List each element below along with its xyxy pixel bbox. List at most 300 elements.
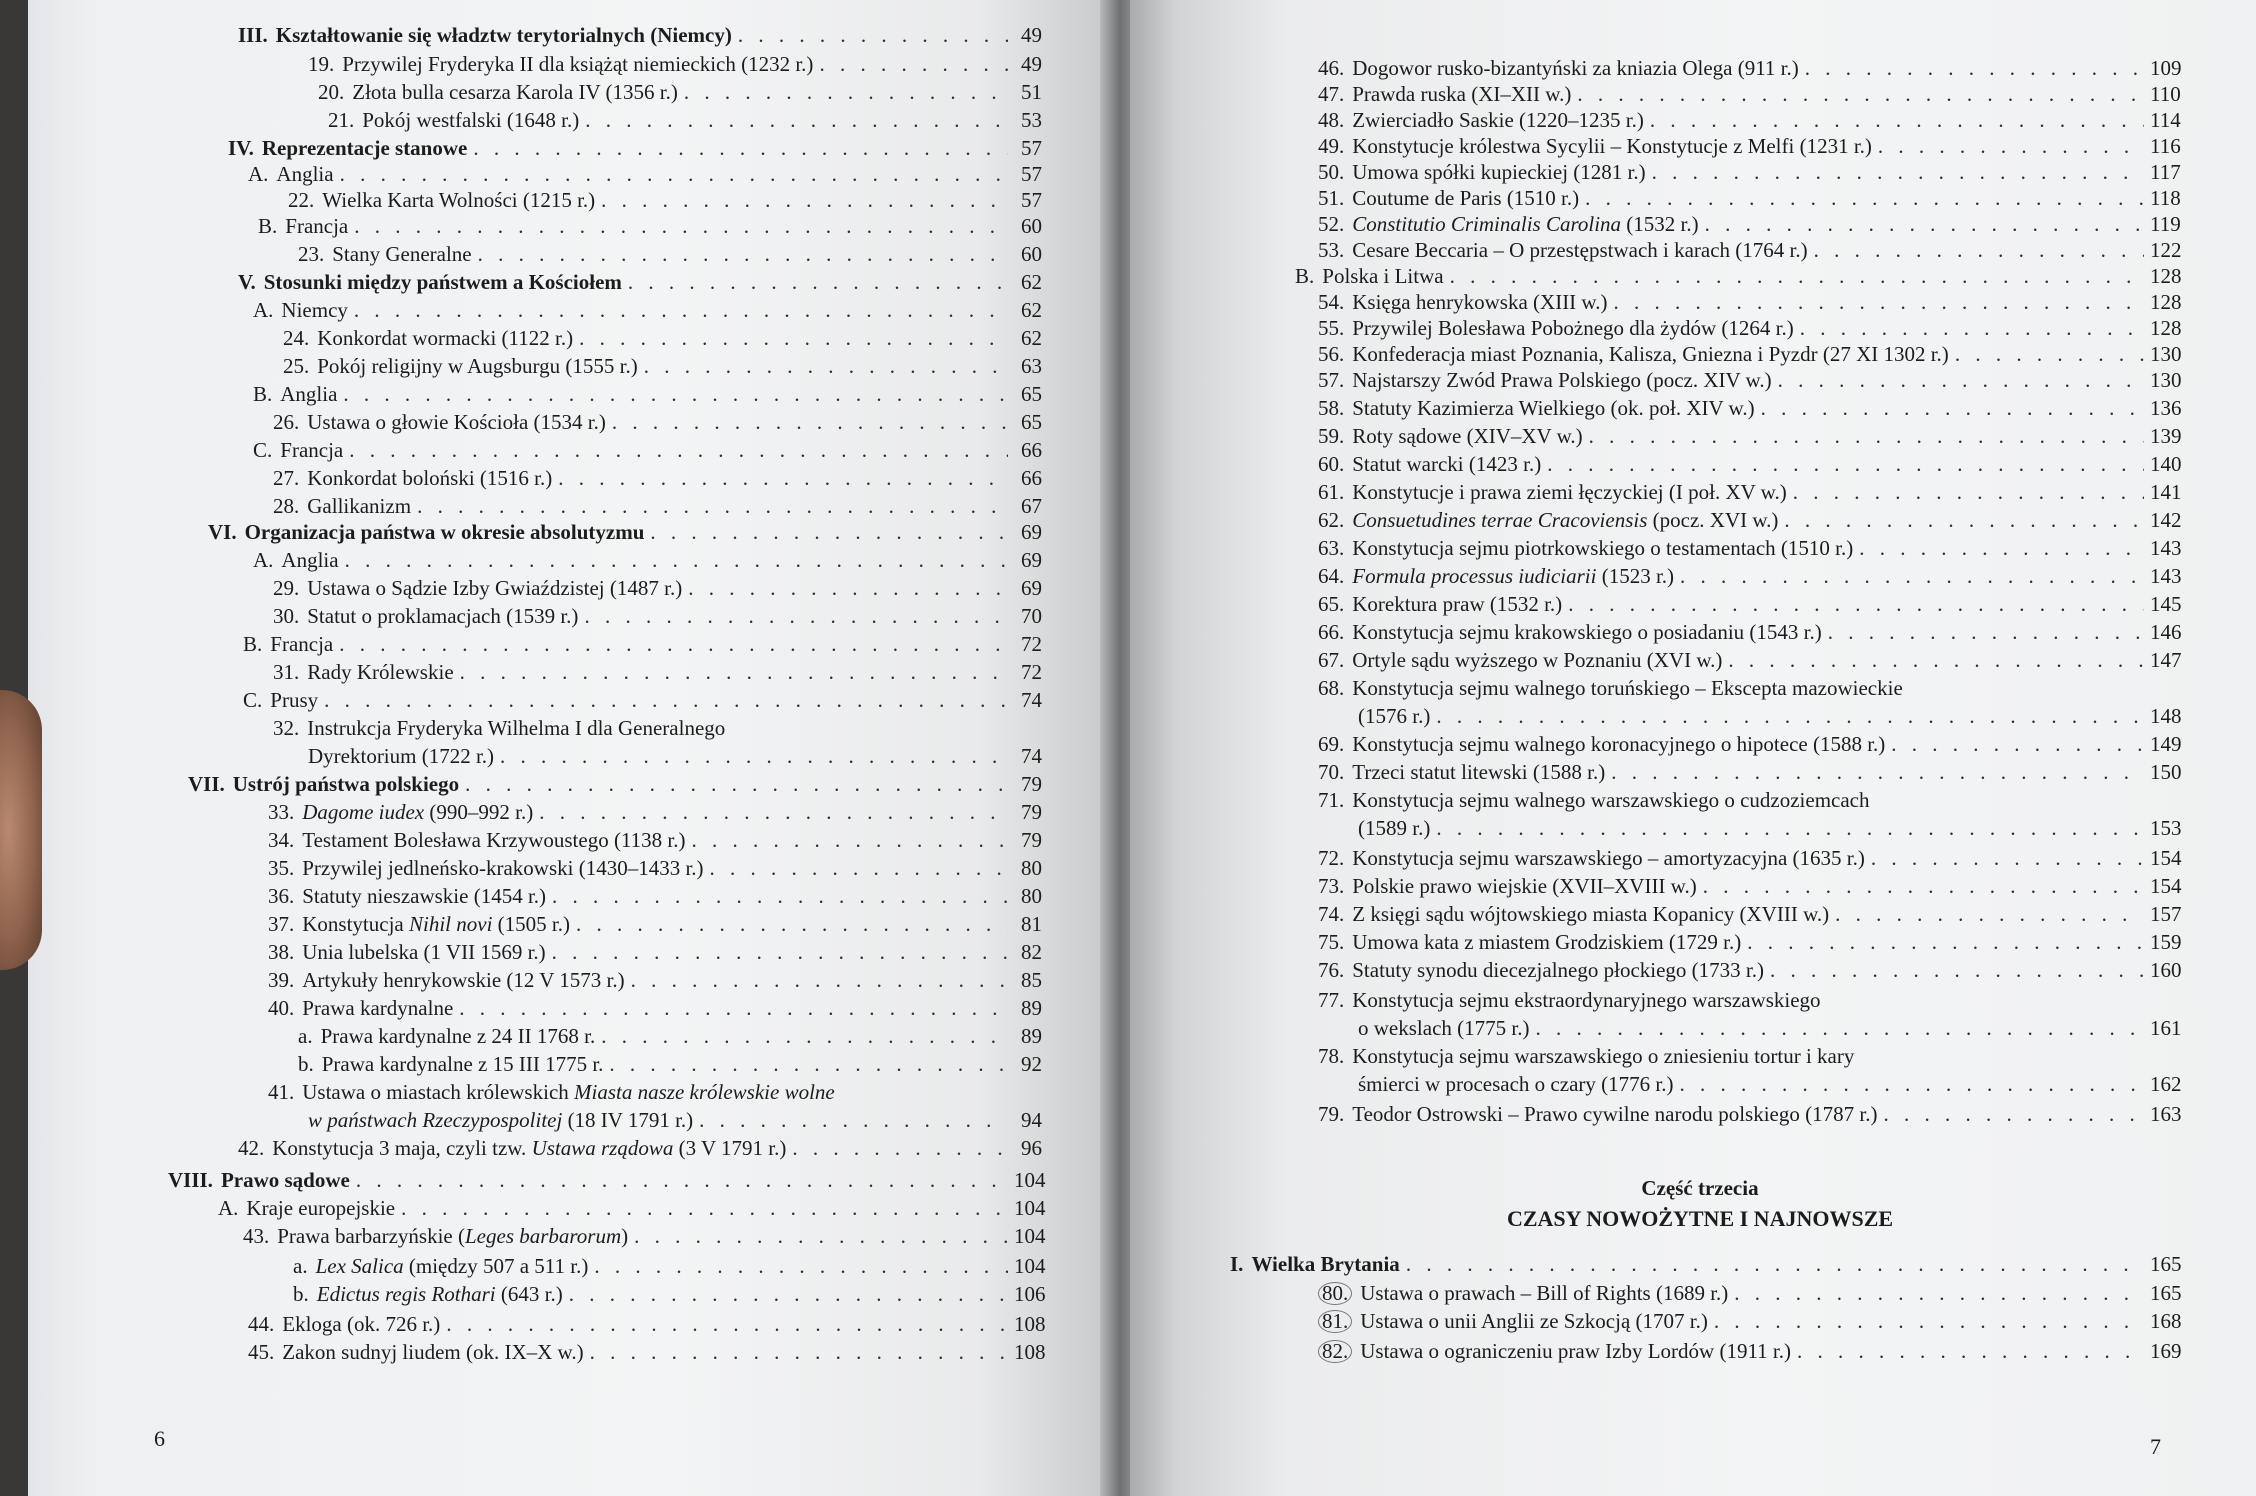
toc-entry <box>268 998 1042 1019</box>
toc-entry-page: 69 <box>1021 520 1042 544</box>
toc-entry-title: w państwach Rzeczypospolitej <box>308 1108 563 1132</box>
toc-entry-page: 169 <box>2150 1339 2182 1363</box>
toc-entry-page: 110 <box>2150 82 2181 106</box>
toc-entry <box>1318 536 2182 560</box>
toc-entry-title: Prawda ruska (XI–XII w.) <box>1352 82 1572 106</box>
dot-leader <box>460 662 1008 683</box>
toc-entry-number: 22. <box>288 188 315 212</box>
toc-entry-number: 53. <box>1318 238 1345 262</box>
toc-entry-title: Przywilej Bolesława Pobożnego dla żydów (1264 r.) <box>1352 316 1794 340</box>
toc-entry-page: 143 <box>2150 536 2182 560</box>
toc-entry-title: Umowa spółki kupieckiej (1281 r.) <box>1352 160 1646 184</box>
toc-entry <box>1318 958 2182 982</box>
toc-entry-number: 70. <box>1318 760 1345 784</box>
toc-entry-number: 27. <box>273 466 300 490</box>
dot-leader <box>819 54 1008 75</box>
toc-entry-page: 159 <box>2150 930 2182 954</box>
toc-entry-title: Niemcy <box>281 298 348 322</box>
dot-leader <box>1883 1104 2144 1125</box>
dot-leader <box>1705 214 2144 235</box>
toc-entry-page: 108 <box>1014 1312 1046 1336</box>
toc-entry-title: Konstytucje i prawa ziemi łęczyckiej (I poł. XV w.) <box>1352 480 1787 504</box>
dot-leader <box>1406 1254 2144 1275</box>
toc-entry <box>1318 678 1903 699</box>
dot-leader <box>473 138 1008 159</box>
toc-entry-page: 163 <box>2150 1102 2182 1126</box>
toc-entry-title: Statut warcki (1423 r.) <box>1352 452 1542 476</box>
toc-entry-page: 79 <box>1021 828 1042 852</box>
toc-entry-number: 47. <box>1318 82 1345 106</box>
dot-leader <box>644 356 1008 377</box>
dot-leader <box>539 802 1008 823</box>
toc-entry <box>293 1254 1046 1278</box>
toc-entry-number: 62. <box>1318 508 1345 532</box>
toc-entry-number: 46. <box>1318 56 1345 80</box>
toc-entry <box>248 164 1042 185</box>
dot-leader <box>340 164 1008 185</box>
toc-entry <box>253 384 1042 405</box>
toc-entry-title: Formula processus iudiciarii <box>1352 564 1597 588</box>
dot-leader <box>1878 136 2144 157</box>
toc-entry-number: B. <box>253 382 273 406</box>
toc-entry-page: 139 <box>2150 424 2182 448</box>
toc-entry <box>1318 564 2182 588</box>
toc-entry-page: 104 <box>1014 1224 1046 1248</box>
toc-entry <box>268 830 1042 851</box>
toc-entry-page: 60 <box>1021 242 1042 266</box>
toc-entry-number: 66. <box>1318 620 1345 644</box>
toc-entry-number: 73. <box>1318 874 1345 898</box>
toc-entry <box>1318 342 2182 366</box>
toc-entry-number: 71. <box>1318 788 1345 812</box>
toc-entry-title: Testament Bolesława Krzywoustego (1138 r.) <box>302 828 686 852</box>
toc-entry-page: 80 <box>1021 884 1042 908</box>
toc-entry-title: Konstytucja 3 maja, czyli tzw. <box>272 1136 532 1160</box>
dot-leader <box>1650 110 2144 131</box>
toc-entry <box>228 138 1042 159</box>
toc-entry-page: 165 <box>2150 1281 2182 1305</box>
toc-entry <box>268 914 1042 935</box>
toc-entry-page: 66 <box>1021 438 1042 462</box>
toc-entry <box>208 522 1042 543</box>
toc-entry-number: 38. <box>268 940 295 964</box>
dot-leader <box>792 1138 1008 1159</box>
dot-leader <box>465 774 1008 795</box>
toc-entry <box>1230 1252 2182 1276</box>
toc-entry-number: 63. <box>1318 536 1345 560</box>
toc-entry-number: b. <box>298 1052 314 1076</box>
toc-entry-number: 37. <box>268 912 295 936</box>
toc-entry-title: Dogowor rusko-bizantyński za kniazia Olega (911 r.) <box>1352 56 1799 80</box>
dot-leader <box>688 578 1008 599</box>
toc-entry <box>308 54 1042 75</box>
toc-entry-number: 82. <box>1318 1340 1352 1363</box>
toc-entry-title: Prawa barbarzyńskie ( <box>277 1224 465 1248</box>
toc-entry <box>273 412 1042 433</box>
toc-entry-number: 58. <box>1318 396 1345 420</box>
toc-entry-title: Przywilej Fryderyka II dla książąt niemieckich (1232 r.) <box>342 52 814 76</box>
toc-entry-page: 154 <box>2150 874 2182 898</box>
toc-entry-page: 89 <box>1021 996 1042 1020</box>
dot-leader <box>1679 1074 2144 1095</box>
page-number-left: 6 <box>154 1426 165 1451</box>
toc-entry-title: Ortyle sądu wyższego w Poznaniu (XVI w.) <box>1352 648 1723 672</box>
toc-entry-number: B. <box>1295 264 1315 288</box>
toc-entry-number: 35. <box>268 856 295 880</box>
toc-entry-page: 142 <box>2150 508 2182 532</box>
toc-entry-title: Pokój religijny w Augsburgu (1555 r.) <box>317 354 638 378</box>
toc-entry <box>298 1026 1042 1047</box>
toc-entry-title: Ekloga (ok. 726 r.) <box>282 1312 441 1336</box>
toc-entry-title: Kraje europejskie <box>246 1196 396 1220</box>
toc-entry-number: 25. <box>283 354 310 378</box>
toc-entry <box>1358 1016 2182 1040</box>
dot-leader <box>1805 58 2144 79</box>
dot-leader <box>478 244 1008 265</box>
dot-leader <box>356 1170 1008 1191</box>
toc-entry <box>273 496 1042 517</box>
toc-entry <box>258 216 1042 237</box>
toc-entry-page: 140 <box>2150 452 2182 476</box>
toc-entry <box>1318 290 2182 314</box>
dot-leader <box>1784 510 2144 531</box>
toc-entry-title: Cesare Beccaria – O przestępstwach i karach (1764 r.) <box>1352 238 1808 262</box>
toc-entry-title: Statuty nieszawskie (1454 r.) <box>302 884 547 908</box>
toc-entry-title: Konstytucja sejmu piotrkowskiego o testamentach (1510 r.) <box>1352 536 1854 560</box>
toc-entry-title: Z księgi sądu wójtowskiego miasta Kopanicy (XVIII w.) <box>1352 902 1830 926</box>
toc-entry-number: B. <box>258 214 278 238</box>
dot-leader <box>692 830 1009 851</box>
toc-entry-number: 72. <box>1318 846 1345 870</box>
toc-entry-page: 149 <box>2150 732 2182 756</box>
toc-entry-title: Lex Salica <box>315 1254 404 1278</box>
toc-entry <box>1318 452 2182 476</box>
toc-entry-title: śmierci w procesach o czary (1776 r.) <box>1358 1072 1674 1096</box>
dot-leader <box>324 690 1008 711</box>
toc-entry-title: (3 V 1791 r.) <box>673 1136 787 1160</box>
toc-entry <box>1318 212 2181 236</box>
toc-entry-page: 92 <box>1021 1052 1042 1076</box>
toc-entry-number: III. <box>238 23 268 47</box>
toc-entry-page: 85 <box>1021 968 1042 992</box>
toc-entry-number: 30. <box>273 604 300 628</box>
toc-entry-number: 65. <box>1318 592 1345 616</box>
toc-entry <box>248 1340 1046 1364</box>
toc-entry-title: Umowa kata z miastem Grodziskiem (1729 r.) <box>1352 930 1742 954</box>
dot-leader <box>354 216 1008 237</box>
toc-entry-title: Miasta nasze królewskie wolne <box>574 1080 835 1104</box>
toc-entry-page: 49 <box>1021 23 1042 47</box>
toc-entry-title: Konfederacja miast Poznania, Kalisza, Gniezna i Pyzdr (27 XI 1302 r.) <box>1352 342 1949 366</box>
toc-entry-title: ) <box>621 1224 629 1248</box>
toc-entry-page: 81 <box>1021 912 1042 936</box>
toc-entry-number: 40. <box>268 996 295 1020</box>
toc-entry <box>1318 186 2181 210</box>
toc-entry-page: 49 <box>1021 52 1042 76</box>
toc-entry-title: Prawa kardynalne z 24 II 1768 r. <box>320 1024 596 1048</box>
toc-entry <box>1358 704 2182 728</box>
toc-entry-page: 62 <box>1021 326 1042 350</box>
toc-entry-page: 65 <box>1021 382 1042 406</box>
toc-entry-number: IV. <box>228 136 254 160</box>
toc-entry-number: B. <box>243 632 263 656</box>
toc-entry <box>273 578 1042 599</box>
toc-entry <box>253 440 1042 461</box>
toc-entry-page: 150 <box>2150 760 2182 784</box>
toc-entry-number: 32. <box>273 716 300 740</box>
dot-leader <box>1835 904 2144 925</box>
toc-entry <box>283 356 1042 377</box>
toc-entry-title: Złota bulla cesarza Karola IV (1356 r.) <box>352 80 678 104</box>
toc-entry-title: Ustawa o miastach królewskich <box>302 1080 575 1104</box>
toc-entry-title: Konstytucja <box>302 912 409 936</box>
toc-entry-page: 117 <box>2150 160 2181 184</box>
toc-entry-title: Gallikanizm <box>307 494 412 518</box>
dot-leader <box>1568 594 2144 615</box>
dot-leader <box>634 1226 1008 1247</box>
dot-leader <box>417 496 1008 517</box>
toc-entry-page: 79 <box>1021 772 1042 796</box>
dot-leader <box>1814 240 2144 261</box>
toc-entry-title: o wekslach (1775 r.) <box>1358 1016 1530 1040</box>
toc-entry-page: 118 <box>2150 186 2181 210</box>
toc-entry-page: 53 <box>1021 108 1042 132</box>
toc-entry-page: 69 <box>1021 576 1042 600</box>
toc-entry <box>1318 108 2181 132</box>
toc-entry-number: a. <box>298 1024 313 1048</box>
toc-entry <box>1318 1046 1854 1067</box>
toc-entry <box>1318 238 2182 262</box>
toc-entry-number: 42. <box>238 1136 265 1160</box>
toc-entry-number: 68. <box>1318 676 1345 700</box>
toc-entry-number: 79. <box>1318 1102 1345 1126</box>
dot-leader <box>1547 454 2144 475</box>
toc-entry-title: Konstytucja sejmu walnego koronacyjnego o hipotece (1588 r.) <box>1352 732 1886 756</box>
dot-leader <box>1613 292 2144 313</box>
toc-entry-title: Najstarszy Zwód Prawa Polskiego (pocz. XIV w.) <box>1352 368 1772 392</box>
toc-entry-page: 147 <box>2150 648 2182 672</box>
toc-entry <box>308 1110 1042 1131</box>
toc-entry <box>293 1282 1046 1306</box>
toc-entry-page: 143 <box>2150 564 2182 588</box>
toc-entry <box>1318 1102 2182 1126</box>
toc-entry <box>1358 1072 2182 1096</box>
toc-entry-number: 76. <box>1318 958 1345 982</box>
toc-entry-number: 26. <box>273 410 300 434</box>
toc-entry-title: Ustawa o prawach – Bill of Rights (1689 r.) <box>1360 1281 1729 1305</box>
toc-entry-title: Statuty Kazimierza Wielkiego (ok. poł. XIV w.) <box>1352 396 1755 420</box>
toc-entry-title: Konstytucja sejmu ekstraordynaryjnego warszawskiego <box>1352 988 1821 1012</box>
toc-entry <box>1318 1281 2182 1305</box>
toc-entry-number: VI. <box>208 520 237 544</box>
toc-entry-title: (między 507 a 511 r.) <box>403 1254 589 1278</box>
toc-entry-page: 168 <box>2150 1309 2182 1333</box>
toc-entry-title: Ustawa o unii Anglii ze Szkocją (1707 r.) <box>1360 1309 1708 1333</box>
toc-entry <box>1318 1339 2182 1363</box>
toc-entry-title: Trzeci statut litewski (1588 r.) <box>1352 760 1606 784</box>
dot-leader <box>569 1284 1008 1305</box>
toc-entry-page: 74 <box>1021 744 1042 768</box>
toc-entry <box>1318 874 2182 898</box>
toc-entry-page: 122 <box>2150 238 2182 262</box>
toc-entry-number: C. <box>253 438 273 462</box>
toc-entry-title: Rady Królewskie <box>307 660 454 684</box>
toc-entry-number: 36. <box>268 884 295 908</box>
toc-entry-title: Ustawa o Sądzie Izby Gwiaździstej (1487 r.) <box>307 576 683 600</box>
toc-entry-number: 29. <box>273 576 300 600</box>
toc-entry-title: (643 r.) <box>495 1282 563 1306</box>
toc-entry-number: 31. <box>273 660 300 684</box>
toc-entry <box>1318 160 2181 184</box>
toc-entry-title: Konstytucja sejmu krakowskiego o posiadaniu (1543 r.) <box>1352 620 1822 644</box>
toc-entry-number: 48. <box>1318 108 1345 132</box>
toc-entry-number: V. <box>238 270 256 294</box>
toc-entry <box>218 1196 1046 1220</box>
toc-entry-number: 77. <box>1318 988 1345 1012</box>
toc-entry-title: (990–992 r.) <box>424 800 534 824</box>
dot-leader <box>576 914 1008 935</box>
toc-entry-page: 69 <box>1021 548 1042 572</box>
toc-entry-number: 80. <box>1318 1282 1352 1305</box>
dot-leader <box>345 550 1008 571</box>
toc-entry-number: 78. <box>1318 1044 1345 1068</box>
right-page <box>1130 0 2256 1496</box>
toc-entry-number: 44. <box>248 1312 275 1336</box>
toc-entry <box>1318 902 2182 926</box>
toc-entry <box>1318 316 2182 340</box>
toc-entry-page: 57 <box>1021 136 1042 160</box>
toc-entry-number: C. <box>243 688 263 712</box>
toc-entry-page: 161 <box>2150 1016 2182 1040</box>
toc-entry <box>283 328 1042 349</box>
page-number-right: 7 <box>2150 1434 2161 1459</box>
toc-entry-page: 63 <box>1021 354 1042 378</box>
dot-leader <box>1450 266 2144 287</box>
dot-leader <box>459 998 1008 1019</box>
toc-entry <box>1318 368 2182 392</box>
toc-entry <box>188 774 1042 795</box>
toc-entry-number: 52. <box>1318 212 1345 236</box>
toc-entry <box>1318 790 1870 811</box>
toc-entry-title: Teodor Ostrowski – Prawo cywilne narodu polskiego (1787 r.) <box>1352 1102 1878 1126</box>
dot-leader <box>710 858 1008 879</box>
toc-entry-page: 128 <box>2150 264 2182 288</box>
toc-entry-title: Consuetudines terrae Cracoviensis <box>1352 508 1648 532</box>
toc-entry-title: Anglia <box>276 162 334 186</box>
toc-entry <box>1318 930 2182 954</box>
left-page <box>28 0 1108 1496</box>
dot-leader <box>594 1256 1008 1277</box>
toc-entry-number: 61. <box>1318 480 1345 504</box>
toc-entry-page: 148 <box>2150 704 2182 728</box>
toc-entry-number: 56. <box>1318 342 1345 366</box>
toc-entry-number: I. <box>1230 1252 1244 1276</box>
toc-entry-title: Nihil novi <box>408 912 493 936</box>
toc-entry-number: A. <box>253 548 274 572</box>
dot-leader <box>552 942 1008 963</box>
toc-entry <box>288 190 1042 211</box>
toc-entry <box>268 1082 835 1103</box>
toc-entry <box>1318 648 2182 672</box>
toc-entry-title: Reprezentacje stanowe <box>261 136 468 160</box>
toc-entry-number: 60. <box>1318 452 1345 476</box>
toc-entry-title: Francja <box>280 438 344 462</box>
toc-entry-page: 119 <box>2150 212 2181 236</box>
toc-entry-title: Zwierciadło Saskie (1220–1235 r.) <box>1352 108 1644 132</box>
part-subtitle: CZASY NOWOŻYTNE I NAJNOWSZE <box>1506 1206 1894 1231</box>
toc-entry-title: Konstytucja sejmu warszawskiego – amortyzacyjna (1635 r.) <box>1352 846 1865 870</box>
toc-entry <box>318 82 1042 103</box>
toc-entry-title: Konstytucje królestwa Sycylii – Konstytucje z Melfi (1231 r.) <box>1352 134 1872 158</box>
toc-entry-page: 136 <box>2150 396 2182 420</box>
toc-entry-title: Leges barbarorum <box>465 1224 622 1248</box>
part-title: Część trzecia <box>1641 1176 1759 1200</box>
toc-entry-title: Anglia <box>281 548 339 572</box>
dot-leader <box>349 440 1008 461</box>
toc-entry <box>328 110 1042 131</box>
toc-entry-number: a. <box>293 1254 308 1278</box>
dot-leader <box>585 110 1008 131</box>
toc-entry-title: Instrukcja Fryderyka Wilhelma I dla Generalnego <box>307 716 726 740</box>
dot-leader <box>1761 398 2144 419</box>
toc-entry <box>243 690 1042 711</box>
toc-entry-title: Ustawa rządowa <box>531 1136 674 1160</box>
toc-entry-number: 69. <box>1318 732 1345 756</box>
toc-entry <box>253 300 1042 321</box>
toc-entry-title: Pokój westfalski (1648 r.) <box>362 108 580 132</box>
dot-leader <box>699 1110 1008 1131</box>
toc-entry <box>1358 816 2182 840</box>
dot-leader <box>401 1198 1008 1219</box>
toc-entry-title: Prawa kardynalne <box>302 996 454 1020</box>
toc-entry-number: 49. <box>1318 134 1345 158</box>
toc-entry-number: 24. <box>283 326 310 350</box>
toc-entry-title: (1532 r.) <box>1621 212 1699 236</box>
toc-entry-page: 160 <box>2150 958 2182 982</box>
toc-entry <box>298 1054 1042 1075</box>
dot-leader <box>1436 706 2144 727</box>
dot-leader <box>558 468 1008 489</box>
toc-entry-number: 41. <box>268 1080 295 1104</box>
toc-entry-page: 106 <box>1014 1282 1046 1306</box>
toc-entry-title: Kształtowanie się władztw terytorialnych (Niemcy) <box>275 23 732 47</box>
dot-leader <box>339 634 1008 655</box>
toc-entry <box>1318 396 2182 420</box>
toc-entry-number: 50. <box>1318 160 1345 184</box>
toc-entry-number: 34. <box>268 828 295 852</box>
dot-leader <box>628 272 1008 293</box>
dot-leader <box>1797 1341 2144 1362</box>
toc-entry <box>1318 760 2182 784</box>
toc-entry-title: (1589 r.) <box>1358 816 1431 840</box>
toc-entry-number: 74. <box>1318 902 1345 926</box>
toc-entry-title: Dagome iudex <box>302 800 425 824</box>
dot-leader <box>584 606 1008 627</box>
toc-entry-title: Francja <box>285 214 349 238</box>
dot-leader <box>579 328 1008 349</box>
dot-leader <box>446 1314 1008 1335</box>
dot-leader <box>343 384 1008 405</box>
toc-entry-title: Konkordat wormacki (1122 r.) <box>317 326 574 350</box>
toc-entry-number: 19. <box>308 52 335 76</box>
toc-entry-page: 116 <box>2150 134 2181 158</box>
dot-leader <box>684 82 1008 103</box>
toc-entry-page: 67 <box>1021 494 1042 518</box>
toc-entry-number: 64. <box>1318 564 1345 588</box>
toc-entry-number: 33. <box>268 800 295 824</box>
dot-leader <box>1577 84 2144 105</box>
toc-entry <box>1318 424 2182 448</box>
